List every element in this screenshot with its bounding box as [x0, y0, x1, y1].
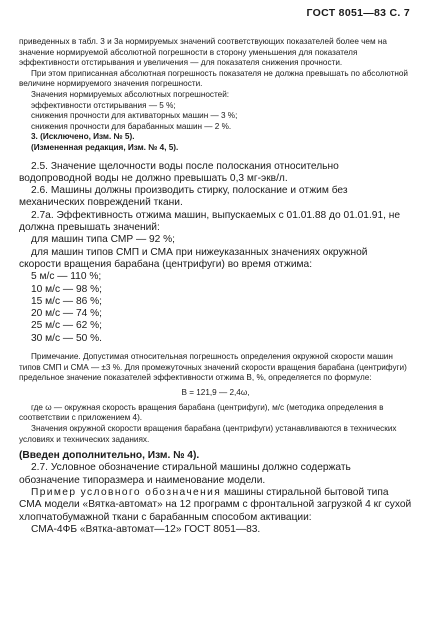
limits-title: Значения нормируемых абсолютных погрешностей:	[31, 89, 230, 99]
speed-item: 5 м/с — 110 %;	[31, 271, 102, 283]
limit-item-3: снижения прочности для барабанных машин — 2 %.	[31, 121, 232, 131]
added-note: (Введен дополнительно, Изм. № 4).	[19, 450, 200, 462]
example-word: Пример условного обозначения	[31, 487, 222, 499]
speed-item: 20 м/с — 74 %;	[31, 308, 102, 320]
speed-item: 30 м/с — 50 %.	[31, 332, 102, 344]
revision-note: (Измененная редакция, Изм. № 4, 5).	[31, 142, 179, 152]
section-2-7-text: 2.7. Условное обозначение стиральной машины должно содержать обозначение типоразмера и наименование модели.	[19, 462, 351, 486]
speed-item: 25 м/с — 62 %;	[31, 320, 102, 332]
section-2-7a-text: 2.7а. Эффективность отжима машин, выпускаемых с 01.01.88 до 01.01.91, не должна превышать значений:	[19, 209, 401, 234]
intro-paragraph: приведенных в табл. 3 и 3а нормируемых значений соответствующих показателей более чем на значение нормируемой абсолютной погрешности в сторону уменьшения для показателя эффективности отстирывания и увеличения — для показателя снижения прочности.	[19, 37, 387, 68]
speed-item: 10 м/с — 98 %;	[31, 283, 102, 295]
speed-item: 15 м/с — 86 %;	[31, 295, 102, 307]
example-rest: машины стиральной бытовой типа СМА модели «Вятка-автомат» на 12 программ с фронтальной загрузкой 4 кг сухой хлопчатобумажной ткани с барабанным способом активации:	[19, 487, 412, 523]
smr-line: для машин типа СМР — 92 %;	[31, 234, 176, 246]
speed-list	[19, 271, 412, 345]
formula-legend: где ω — окружная скорость вращения барабана (центрифуги), м/с (методика определения в соответствии с приложением 4).	[19, 402, 384, 423]
remark-text: Примечание. Допустимая относительная погрешность определения окружной скорости машин типов СМП и СМА — ±3 %. Для промежуточных значений скорости вращения барабана (центрифуги) предельное значение показателей эффективности отжима В, %, определяется по формуле:	[19, 351, 407, 383]
example-text	[19, 487, 412, 524]
limit-item-2: снижения прочности для активаторных машин — 3 %;	[31, 111, 238, 121]
document-body	[19, 37, 412, 536]
section-2-5-text: 2.5. Значение щелочности воды после полоскания относительно водопроводной воды не должно превышать 0,3 мг-экв/л.	[19, 160, 339, 184]
remark-block	[19, 352, 412, 445]
smp-line: для машин типов СМП и СМА при нижеуказанных значениях окружной скорости вращения барабана (центрифуги) во время отжима:	[19, 246, 368, 270]
page-header: ГОСТ 8051—83 С. 7	[306, 7, 410, 19]
speed-values-note: Значения окружной скорости вращения барабана (центрифуги) устанавливаются в технических условиях и технических заданиях.	[19, 423, 397, 444]
formula: В = 121,9 — 2,4ω,	[181, 387, 250, 397]
excluded-note: 3. (Исключено, Изм. № 5).	[31, 132, 135, 142]
note-paragraph: При этом приписанная абсолютная погрешность показателя не должна превышать по абсолютной величине нормируемого значения погрешности.	[19, 68, 408, 89]
section-2-7	[19, 450, 412, 536]
section-2-6-text: 2.6. Машины должны производить стирку, полоскание и отжим без механических повреждений ткани.	[19, 185, 348, 209]
section-2-5	[19, 161, 412, 272]
intro-block	[19, 37, 412, 154]
limit-item-1: эффективности отстирывания — 5 %;	[31, 100, 176, 110]
designation: СМА-4ФБ «Вятка-автомат—12» ГОСТ 8051—83.	[31, 523, 261, 535]
